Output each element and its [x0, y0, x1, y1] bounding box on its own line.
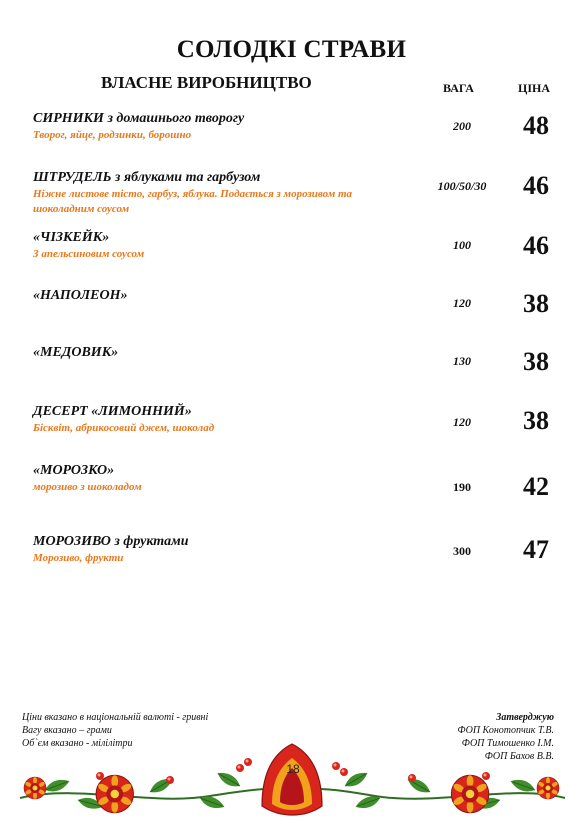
weight-column-header: ВАГА [443, 81, 474, 95]
item-description: З апельсиновим соусом [33, 248, 145, 260]
item-name: «МОРОЗКО» [33, 463, 115, 478]
item-description: Морозиво, фрукти [33, 552, 124, 564]
item-weight: 120 [453, 415, 471, 429]
menu-item-morozko [0, 463, 583, 513]
item-description: морозиво з шоколадом [33, 481, 142, 493]
menu-item-strudel [0, 170, 583, 220]
item-weight: 200 [453, 119, 471, 133]
item-price: 38 [523, 406, 549, 435]
item-name: «НАПОЛЕОН» [33, 288, 128, 303]
item-name: СИРНИКИ з домашнього творогу [33, 111, 245, 126]
page-number: 18 [286, 762, 300, 776]
footer-notes [22, 711, 208, 750]
item-description: Творог, яйце, родзинки, борошно [33, 129, 192, 141]
item-name: ДЕСЕРТ «ЛИМОННИЙ» [33, 404, 192, 419]
item-name: «ЧІЗКЕЙК» [33, 230, 110, 245]
approval-label: Затверджую [496, 712, 554, 723]
item-price: 46 [523, 171, 549, 200]
item-price: 48 [523, 111, 549, 140]
menu-item-lemon-dessert [0, 404, 583, 454]
item-weight: 190 [453, 480, 471, 494]
price-column-header: ЦІНА [518, 81, 551, 95]
item-weight: 300 [453, 544, 471, 558]
page-title: СОЛОДКІ СТРАВИ [176, 36, 407, 63]
item-price: 38 [523, 347, 549, 376]
signatory-3: ФОП Бахов В.В. [484, 751, 554, 762]
approval-block [457, 711, 554, 763]
menu-item-syrnyky [0, 111, 583, 161]
item-weight: 120 [453, 296, 471, 310]
section-subtitle: ВЛАСНЕ ВИРОБНИЦТВО [101, 73, 312, 92]
item-weight: 100 [453, 238, 471, 252]
note-currency: Ціни вказано в національній валюті - гривні [22, 712, 209, 723]
item-price: 46 [523, 231, 549, 260]
menu-item-napoleon [0, 288, 583, 338]
item-price: 47 [523, 535, 549, 564]
menu-item-cheesecake [0, 230, 583, 280]
menu-item-medovyk [0, 345, 583, 395]
item-name: МОРОЗИВО з фруктами [33, 534, 189, 549]
item-weight: 100/50/30 [437, 179, 487, 193]
note-volume: Об`єм вказано - мілілітри [22, 738, 133, 749]
note-weight: Вагу вказано – грами [22, 725, 112, 736]
menu-item-ice-cream [0, 534, 583, 584]
item-price: 38 [523, 289, 549, 318]
item-weight: 130 [453, 354, 471, 368]
item-description: Бісквіт, абрикосовий джем, шоколад [33, 422, 215, 434]
item-name: «МЕДОВИК» [33, 345, 119, 360]
signatory-2: ФОП Тимошенко І.М. [461, 738, 554, 749]
item-description: Ніжне листове тісто, гарбуз, яблука. Подається з морозивом та шоколадним соусом [33, 188, 353, 215]
item-name: ШТРУДЕЛЬ з яблуками та гарбузом [33, 170, 261, 185]
signatory-1: ФОП Конотопчик Т.В. [457, 725, 554, 736]
item-price: 42 [523, 472, 549, 501]
